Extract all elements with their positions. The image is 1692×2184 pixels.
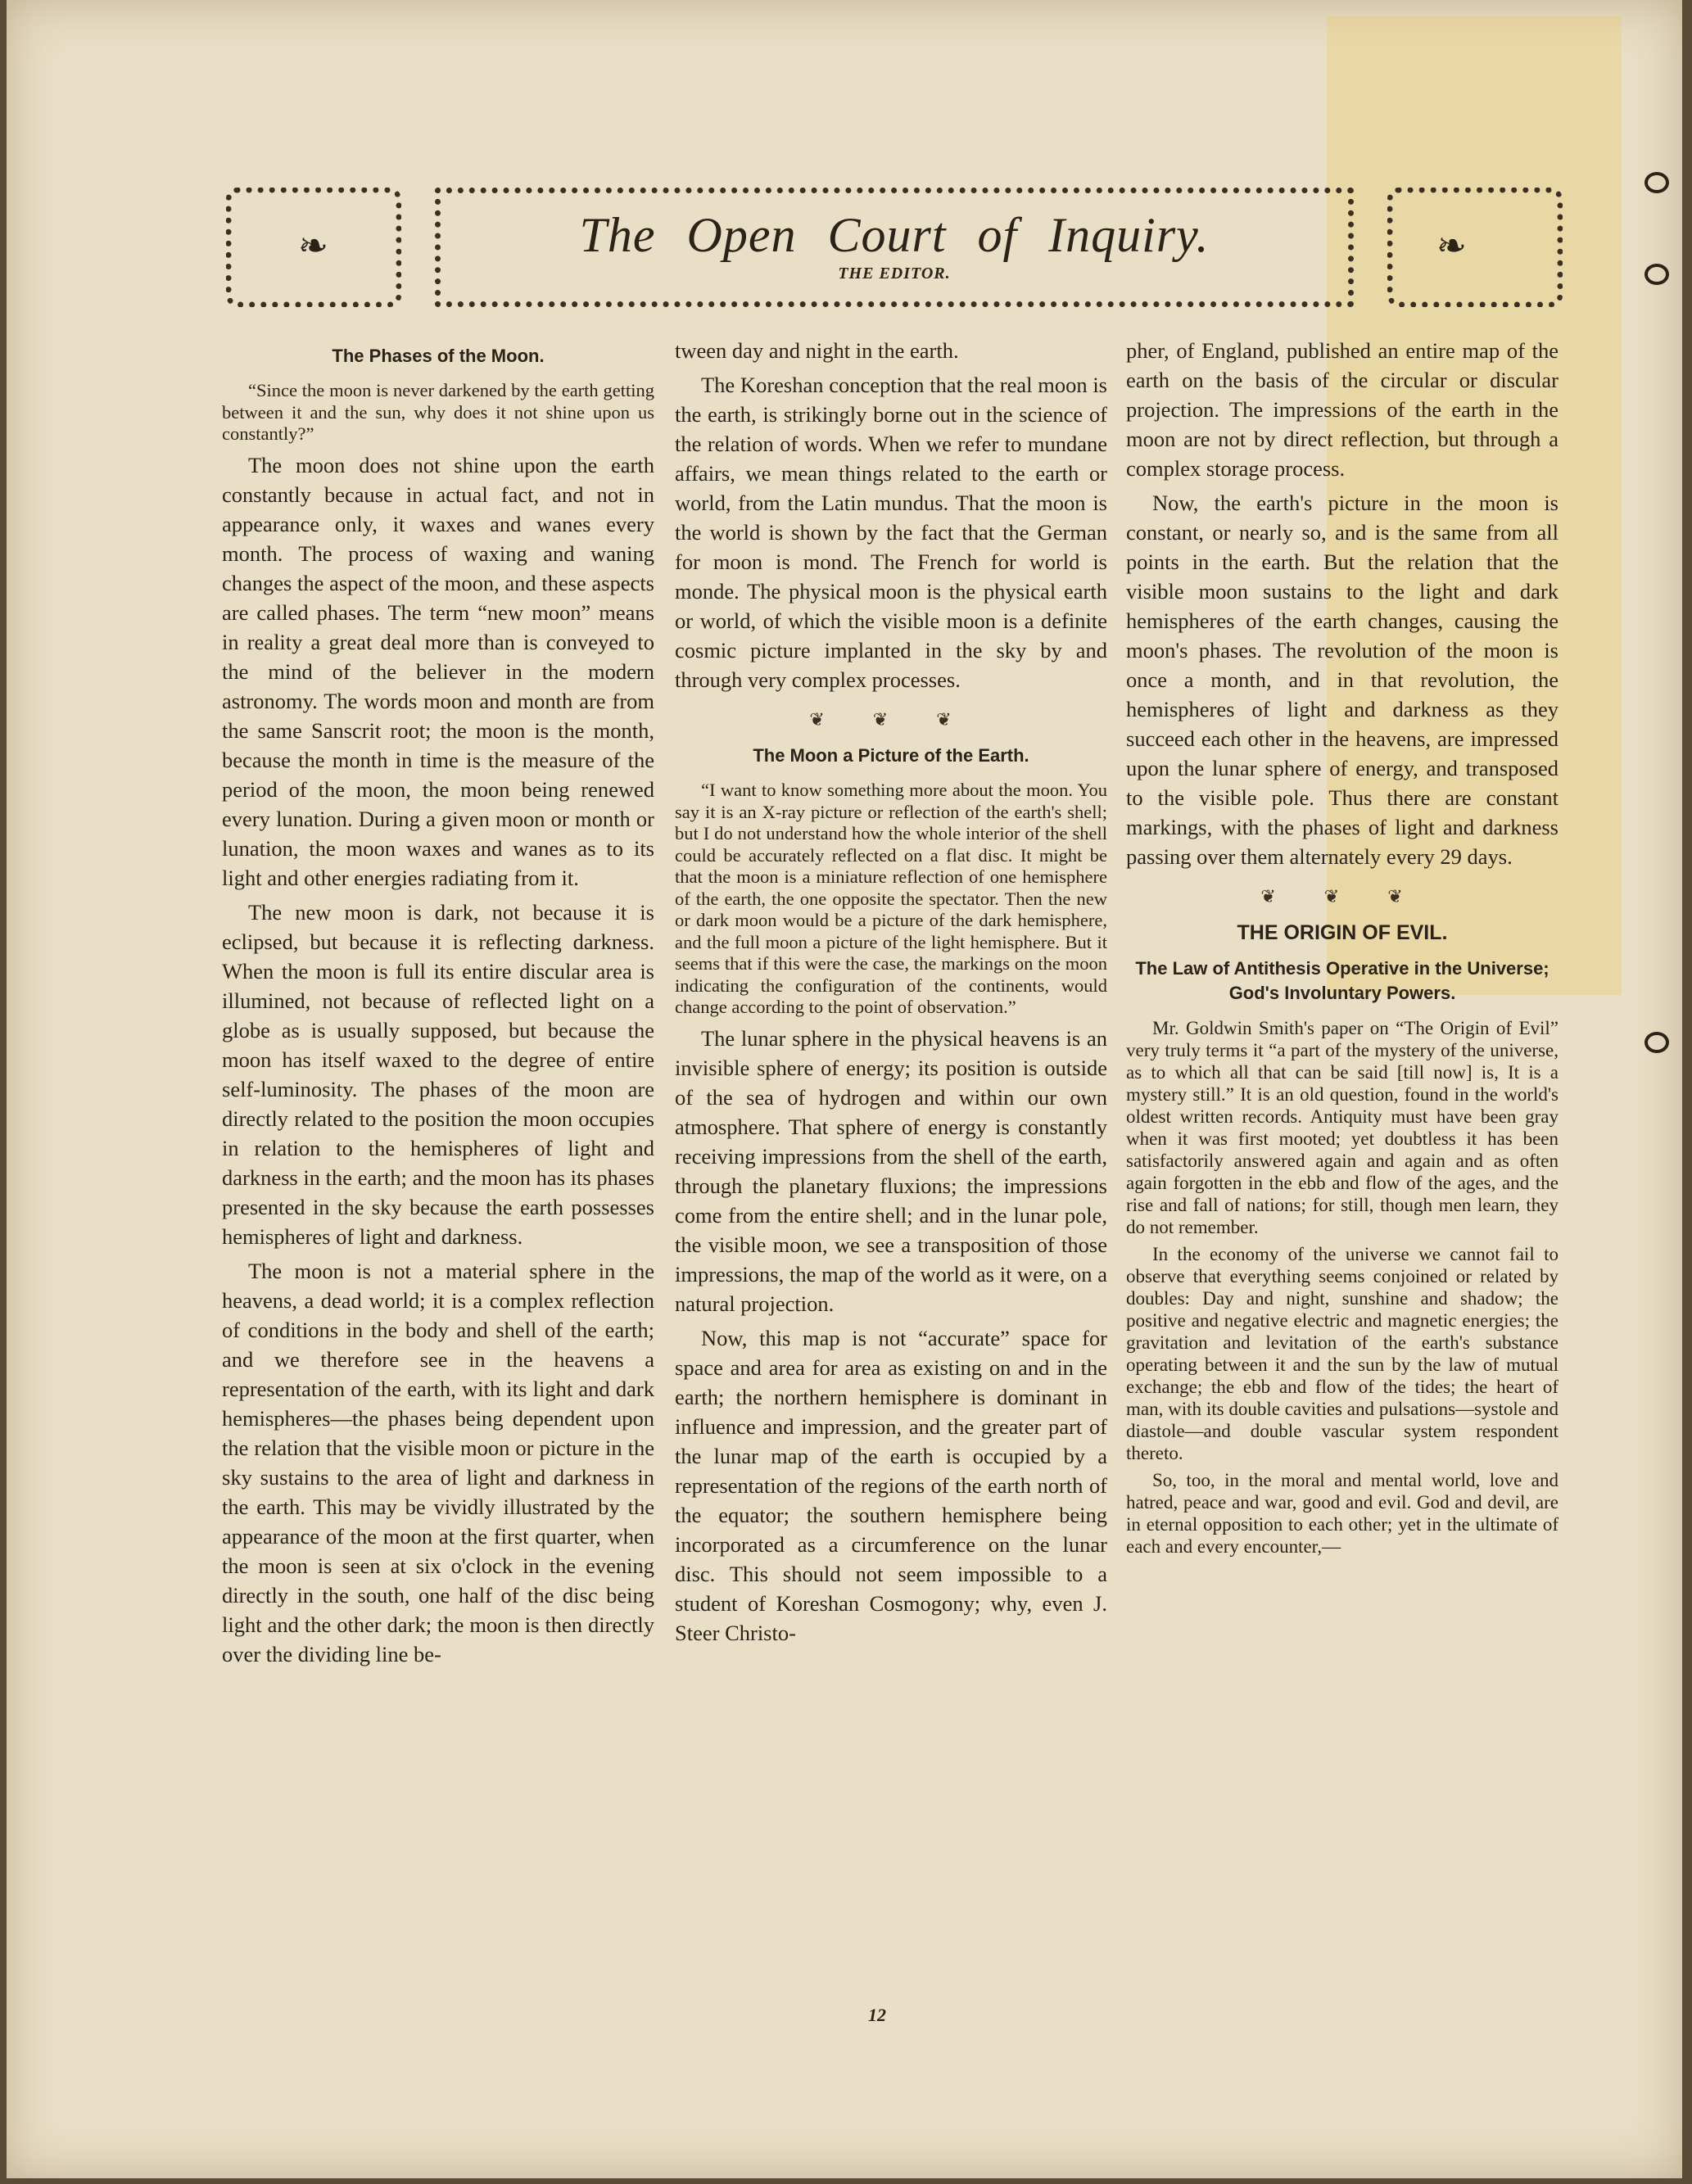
article-heading: The Phases of the Moon. bbox=[332, 346, 545, 366]
section-divider: ❦ ❦ ❦ bbox=[809, 710, 973, 730]
column-2 bbox=[675, 336, 1107, 1653]
paragraph: The new moon is dark, not because it is eclipsed, but because it is reflecting darkness. When the moon is full its entire discular area is illumined, not because of reflected light on a globe as is usually supposed, but because the moon has itself waxed to the degree of entire self-luminosity. The phases of the moon are directly related to the position the moon occupies in relation to the hemispheres of light and darkness in the earth; and the moon has its phases presented in the sky because the earth possesses hemispheres of light and darkness. bbox=[222, 899, 654, 1249]
fleuron-icon: ❧ bbox=[1436, 225, 1467, 267]
binding-hole bbox=[1644, 1032, 1669, 1053]
paragraph: So, too, in the moral and mental world, love and hatred, peace and war, good and evil. God and devil, are in eternal opposition to each other; yet in the ultimate of each and every encounter,— bbox=[1126, 1470, 1559, 1557]
column-1 bbox=[222, 336, 654, 1674]
paragraph: Mr. Goldwin Smith's paper on “The Origin of Evil” very truly terms it “a part of the mystery of the universe, as to which all that can be said [till now] is, It is a mystery still.” It is an old question, found in the world's oldest written records. Antiquity must have been gray when it was first mooted; yet doubtless it has been satisfactorily answered again and again and as often again forgotten in the ebb and flow of the ages, and the rise and fall of nations; for still, though men learn, they do not remember. bbox=[1126, 1018, 1559, 1237]
fleuron-icon: ❧ bbox=[298, 225, 328, 267]
masthead bbox=[226, 184, 1553, 307]
article-heading: The Moon a Picture of the Earth. bbox=[753, 745, 1029, 766]
reader-question: “I want to know something more about the moon. You say it is an X-ray picture or reflection of the earth's shell; but I do not understand how the whole interior of the shell could be accurately reflected on a flat disc. It might be that the moon is a miniature reflection of one hemisphere of the earth, the one opposite the spectator. Then the new or dark moon would be a picture of the dark hemisphere, and the full moon a picture of the light hemisphere. But it seems that if this were the case, the markings on the moon indicating the configuration of the continents, would change according to the point of observation.” bbox=[675, 780, 1107, 1017]
binding-hole bbox=[1644, 172, 1669, 193]
section-divider: ❦ ❦ ❦ bbox=[1260, 887, 1424, 907]
reader-question: “Since the moon is never darkened by the earth getting between it and the sun, why does it not shine upon us constantly?” bbox=[222, 380, 654, 444]
paragraph: Now, the earth's picture in the moon is constant, or nearly so, and is the same from all points in the earth. But the relation that the visible moon sustains to the light and dark hemispheres of the earth changes, causing the moon's phases. The revolution of the moon is once a month, and in that revolution, the hemispheres of light and darkness as they succeed each other in the heavens, are impressed upon the lunar sphere of energy, and transposed to the visible pole. Thus there are constant markings, with the phases of light and darkness passing over them alternately every 29 days. bbox=[1126, 491, 1559, 869]
magazine-page bbox=[7, 0, 1682, 2178]
page-number: 12 bbox=[868, 2005, 886, 2025]
column-3 bbox=[1126, 336, 1559, 1562]
article-subheading: The Law of Antithesis Operative in the Universe; God's Involuntary Powers. bbox=[1135, 958, 1549, 1003]
article-heading: THE ORIGIN OF EVIL. bbox=[1237, 921, 1448, 944]
paragraph: Now, this map is not “accurate” space for space and area for area as existing on and in the earth; the northern hemisphere is dominant in influence and impression, and the greater part of the lunar map of the earth is occupied by a representation of the regions of the earth north of the equator; the southern hemisphere being incorporated as a circumference on the lunar disc. This should not seem impossible to a student of Koreshan Cosmogony; why, even J. Steer Christo- bbox=[675, 1325, 1107, 1645]
page-title: The Open Court of Inquiry. bbox=[579, 208, 1210, 262]
ornament-frame-right bbox=[1387, 188, 1563, 307]
paragraph: The lunar sphere in the physical heavens is an invisible sphere of energy; its position is outside of the sea of hydrogen and within our own atmosphere. That sphere of energy is constantly receiving impressions from the shell of the earth, through the planetary fluxions; the impressions come from the entire shell; and in the lunar pole, the visible moon, we see a transposition of those impressions, the map of the world as it were, on a natural projection. bbox=[675, 1025, 1107, 1316]
paragraph: The moon does not shine upon the earth constantly because in actual fact, and not in appearance only, it waxes and wanes every month. The process of waxing and waning changes the aspect of the moon, and these aspects are called phases. The term “new moon” means in reality a great deal more than is conveyed to the mind of the believer in the modern astronomy. The words moon and month are from the same Sanscrit root; the moon is the month, because the month in time is the measure of the period of the moon, the moon being renewed every lunation. During a given moon or month or lunation, the moon waxes and wanes as to its light and other energies radiating from it. bbox=[222, 452, 654, 890]
paragraph: The moon is not a material sphere in the heavens, a dead world; it is a complex reflection of conditions in the body and shell of the earth; and we therefore see in the heavens a representation of the earth, with its light and dark hemispheres—the phases being dependent upon the relation that the visible moon or picture in the sky sustains to the area of light and darkness in the earth. This may be vividly illustrated by the appearance of the moon at the first quarter, when the moon is seen at six o'clock in the evening directly in the south, one half of the disc being light and the other dark; the moon is then directly over the dividing line be- bbox=[222, 1258, 654, 1666]
paragraph: The Koreshan conception that the real moon is the earth, is strikingly borne out in the science of the relation of words. When we refer to mundane affairs, we mean things related to the earth or world, from the Latin mundus. That the moon is the world is shown by the fact that the German for moon is mond. The French for world is monde. The physical moon is the physical earth or world, of which the visible moon is a definite cosmic picture implanted in the sky by and through very complex processes. bbox=[675, 373, 1107, 692]
binding-hole bbox=[1644, 264, 1669, 285]
byline: THE EDITOR. bbox=[838, 265, 951, 283]
paragraph: pher, of England, published an entire map of the earth on the basis of the circular or discular projection. The impressions of the earth in the moon are not by direct reflection, but through a complex storage process. bbox=[1126, 338, 1559, 481]
paragraph: In the economy of the universe we cannot fail to observe that everything seems conjoined or related by doubles: Day and night, sunshine and shadow; the positive and negative electric and magnetic energies; the gravitation and levitation of the earth's substance operating between it and the sun by the law of mutual exchange; the ebb and flow of the tides; the heart of man, with its double cavities and pulsations—systole and diastole—and double vascular system respondent thereto. bbox=[1126, 1244, 1559, 1463]
paragraph: tween day and night in the earth. bbox=[675, 338, 959, 363]
